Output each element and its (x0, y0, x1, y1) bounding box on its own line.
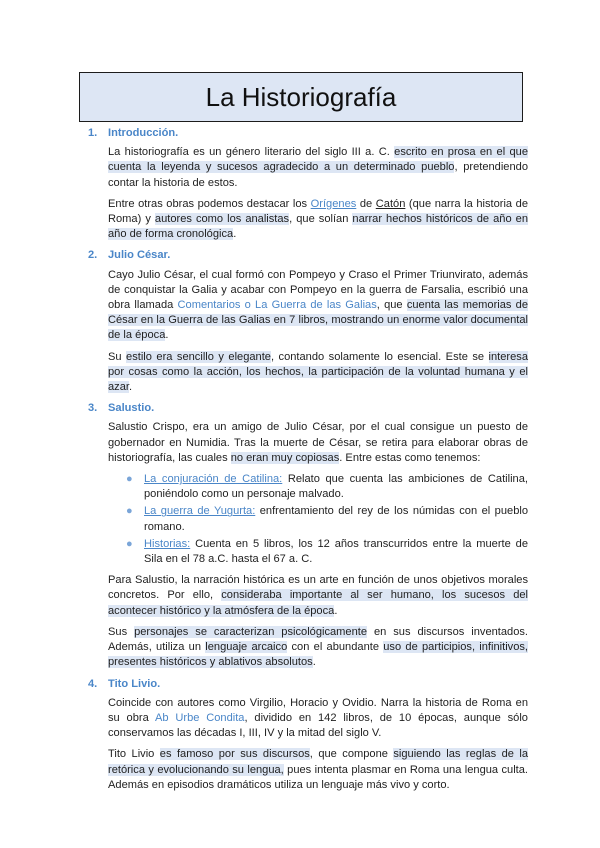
text-run: , pretendiendo contar la historia de estos. (108, 161, 528, 189)
highlighted-text: cuenta las memorias de César en la Guerra de las Galias en 7 libros, mostrando un enorme valor documental de la época (108, 299, 529, 342)
highlighted-text: escrito en prosa en el que cuenta la leyenda y sucesos agradecido a un determinado pueblo (108, 146, 528, 174)
link-guerra-yugurta[interactable]: La guerra de Yugurta: (144, 505, 256, 518)
paragraph (108, 573, 528, 619)
underlined-text: Catón (375, 197, 406, 210)
section-title: Salustio. (108, 402, 155, 415)
text-run: Relato que cuenta las ambiciones de Catilina, poniéndolo como un personaje malvado. (144, 473, 528, 501)
text-run: de (356, 197, 376, 210)
text-run: , contando solamente lo esencial. Este se (270, 350, 489, 363)
text-run: Salustio Crispo, era un amigo de Julio César, por el cual consigue un puesto de gobernador en Numidia. Tras la muerte de César, se retira para elaborar obras de historiografía, las cuales (108, 421, 528, 464)
section-heading-tito-livio (88, 677, 528, 692)
section-heading-julio-cesar (88, 248, 528, 263)
highlighted-text: estilo era sencillo y elegante (126, 350, 271, 363)
section-number: 3. (88, 402, 98, 415)
works-list (108, 472, 528, 567)
text-run: Cayo Julio César, el cual formó con Pompeyo y Craso el Primer Triunvirato, además de conquistar la Galia y acabar con Pompeyo en la guerra de Farsalia, escribió una obra llamada (108, 268, 528, 312)
link-conjuracion-catilina[interactable]: La conjuración de Catilina: (144, 473, 283, 486)
text-run: enfrentamiento del rey de los númidas con el pueblo romano. (144, 505, 528, 533)
paragraph (108, 747, 528, 793)
document-body (88, 126, 528, 799)
section-number: 2. (88, 249, 98, 262)
list-item (108, 504, 528, 534)
text-run: , dividido en 142 libros, de 10 épocas, aunque sólo conservamos las décadas I, III, IV y la mitad del siglo V. (108, 711, 528, 740)
paragraph (108, 268, 528, 344)
list-item (108, 537, 528, 567)
highlighted-text: siguiendo las reglas de la retórica y evolucionando su lengua, (108, 748, 528, 776)
highlighted-text: lenguaje arcaico (205, 641, 288, 654)
text-run: . (334, 604, 338, 617)
text-run: , que compone (309, 748, 394, 761)
section-title: Julio César. (108, 249, 171, 262)
bullet-icon: ● (126, 473, 133, 486)
text-run: . (128, 381, 133, 394)
work-title-ab-urbe-condita: Ab Urbe Condita (154, 711, 245, 724)
text-run: Sus (108, 625, 135, 638)
text-run: . (233, 228, 237, 241)
paragraph (108, 625, 528, 671)
text-run: Para Salustio, la narración histórica es un arte en función de unos objetivos morales concretos. Por ello, (108, 574, 528, 602)
title-box (79, 72, 523, 122)
bullet-icon: ● (126, 537, 133, 550)
text-run: . Entre estas como tenemos: (339, 451, 481, 464)
text-run: con el abundante (287, 641, 384, 654)
highlighted-text: personajes se caracterizan psicológicamente (134, 625, 368, 638)
text-run: , que solían (289, 213, 353, 226)
link-historias[interactable]: Historias: (144, 537, 191, 550)
paragraph (108, 197, 528, 243)
highlighted-text: consideraba importante al ser humano, los sucesos del acontecer histórico y la atmósfera de la época (108, 589, 528, 617)
text-run: en sus discursos inventados. Además, utiliza un (108, 625, 528, 654)
section-heading-salustio (88, 401, 528, 416)
link-origenes[interactable]: Orígenes (310, 197, 357, 210)
text-run: La historiografía es un género literario del siglo III a. C. (108, 146, 395, 159)
text-run: . (165, 329, 169, 342)
highlighted-text: uso de participios, infinitivos, presentes históricos y ablativos absolutos (108, 641, 529, 669)
section-number: 1. (88, 127, 98, 139)
text-run: Entre otras obras podemos destacar los (108, 197, 311, 210)
paragraph (108, 350, 528, 396)
section-heading-introduccion (88, 126, 528, 141)
text-run: Coincide con autores como Virgilio, Horacio y Ovidio. Narra la historia de Roma en su obra (108, 696, 528, 724)
text-run: . (312, 656, 316, 669)
page-title: La Historiografía (205, 81, 397, 112)
highlighted-text: narrar hechos históricos de año en año de forma cronológica (108, 213, 529, 241)
section-number: 4. (88, 677, 98, 690)
bullet-icon: ● (126, 505, 133, 518)
paragraph (108, 696, 528, 742)
section-title: Tito Livio. (108, 677, 161, 690)
section-title: Introducción. (108, 127, 179, 139)
text-run: , que (376, 299, 407, 312)
text-run: (que narra la historia de Roma) y (108, 197, 529, 226)
text-run: Cuenta en 5 libros, los 12 años transcurridos entre la muerte de Sila en el 78 a.C. hasta el 67 a. C. (144, 537, 528, 566)
text-run: pues intenta plasmar en Roma una lengua culta. Además en episodios dramáticos utiliza un lenguaje más vivo y corto. (108, 763, 528, 791)
text-run: Tito Livio (108, 748, 160, 761)
highlighted-text: autores como los analistas (154, 213, 290, 226)
highlighted-text: es famoso por sus discursos (159, 748, 310, 761)
text-run: Su (108, 350, 127, 363)
work-title-comentarios: Comentarios o La Guerra de las Galias (177, 299, 377, 312)
paragraph (108, 145, 528, 191)
paragraph (108, 420, 528, 466)
list-item (108, 472, 528, 502)
highlighted-text: no eran muy copiosas (230, 451, 340, 464)
highlighted-text: interesa por cosas como la acción, los hechos, la participación de la voluntad humana y el azar (108, 350, 529, 394)
